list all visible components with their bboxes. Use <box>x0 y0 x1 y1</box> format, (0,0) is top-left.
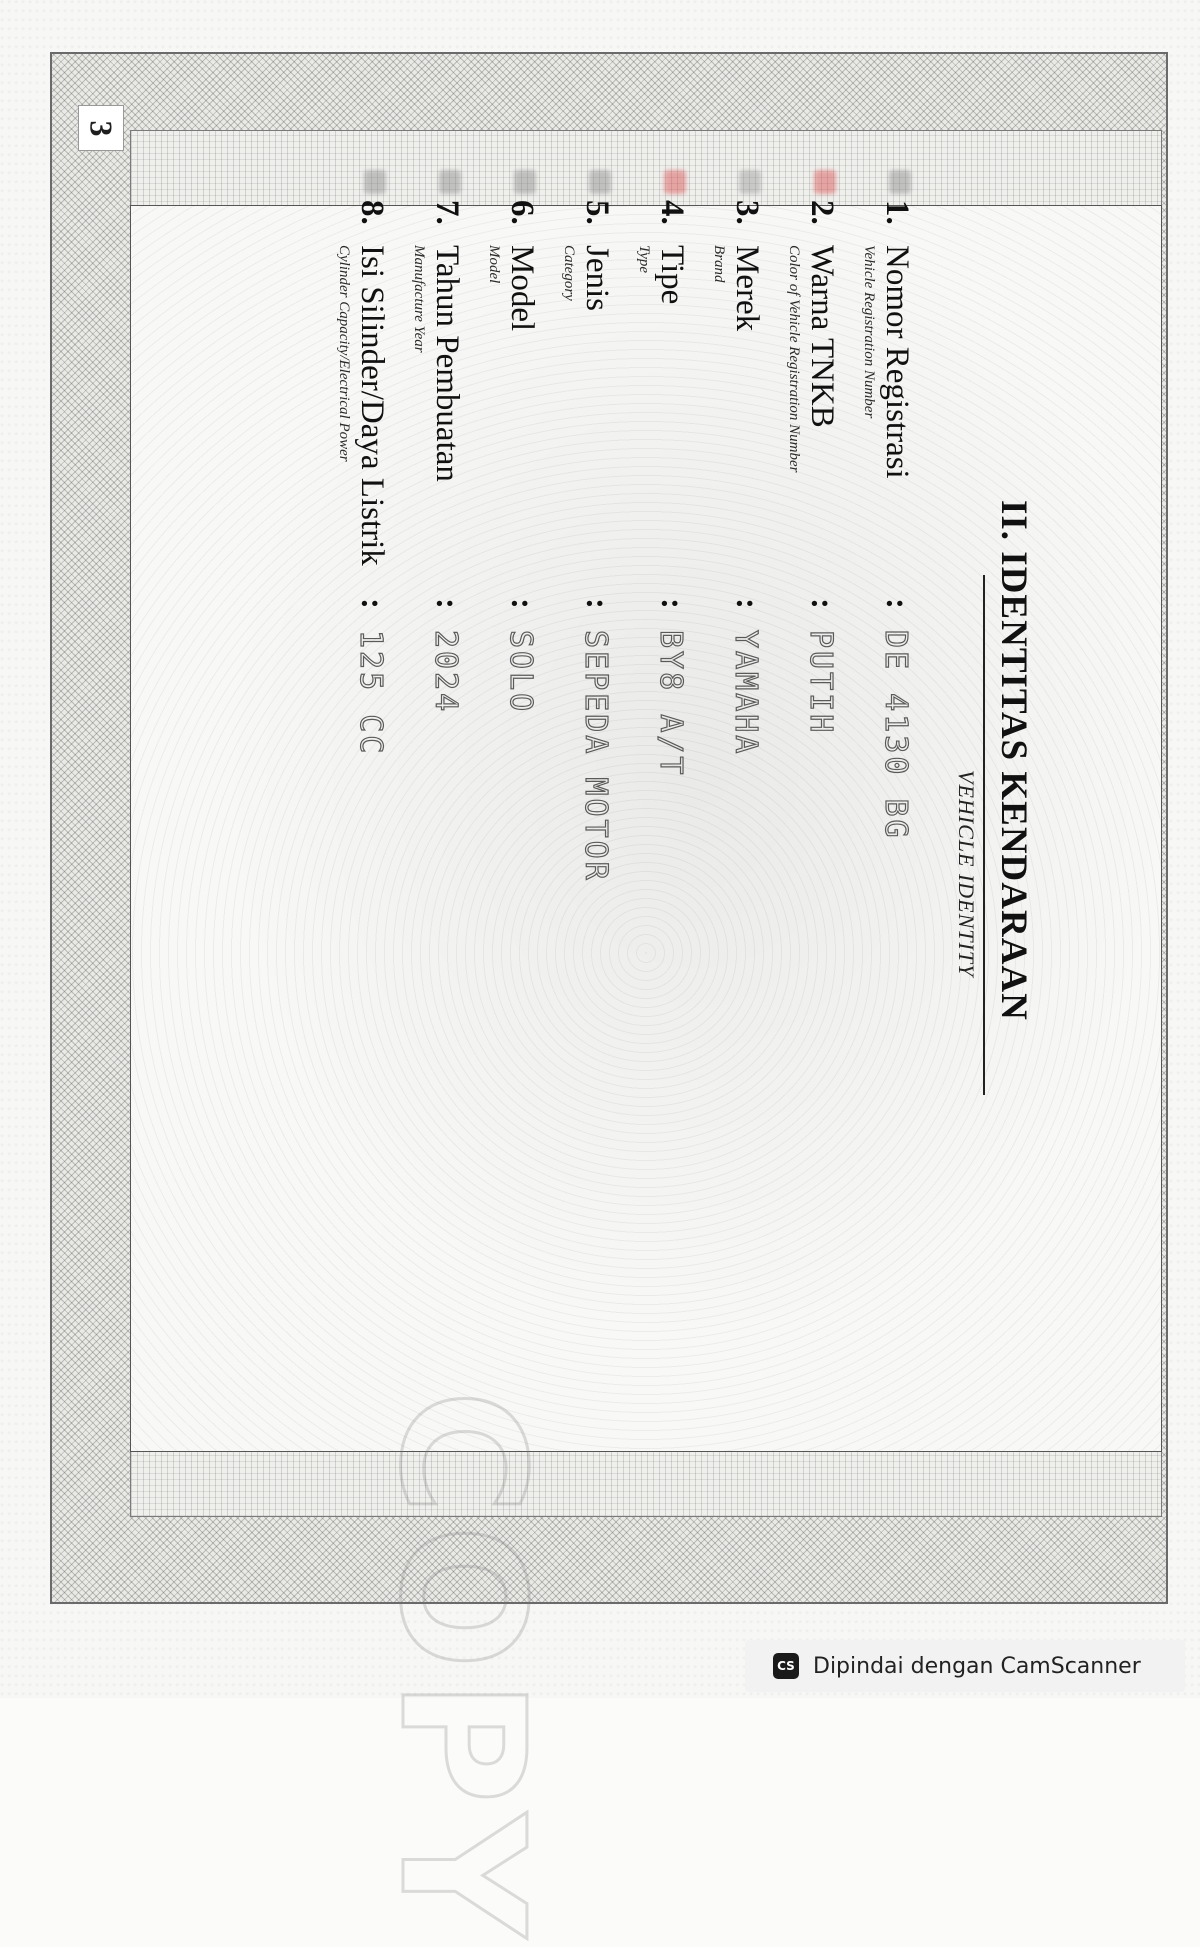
field-row-manufacture-year <box>401 200 465 1400</box>
field-label: Isi Silinder/Daya Listrik <box>354 245 390 566</box>
field-sublabel: Color of Vehicle Registration Number <box>786 245 802 473</box>
field-value: DE 4130 BG <box>878 630 913 841</box>
section-title: II. IDENTITAS KENDARAAN <box>993 500 1034 1021</box>
copy-watermark: COPY <box>362 1390 560 1947</box>
field-separator: : <box>729 598 765 609</box>
stamp-mark <box>589 170 611 194</box>
field-label: Tahun Pembuatan <box>429 245 465 482</box>
field-number: 8. <box>354 200 390 225</box>
field-label: Tipe <box>654 245 690 305</box>
field-number: 5. <box>579 200 615 225</box>
field-sublabel: Category <box>561 245 577 301</box>
field-number: 7. <box>429 200 465 225</box>
stamp-mark <box>889 170 911 194</box>
field-separator: : <box>804 598 840 609</box>
field-value: YAMAHA <box>728 630 763 757</box>
field-label: Model <box>504 245 540 332</box>
field-row-plate-color <box>776 200 840 1400</box>
field-row-brand <box>701 200 765 1400</box>
field-row-model <box>476 200 540 1400</box>
field-sublabel: Type <box>636 245 652 274</box>
section-subtitle: VEHICLE IDENTITY <box>954 770 979 978</box>
field-separator: : <box>354 598 390 609</box>
stamp-mark <box>514 170 536 194</box>
vehicle-identity-section <box>235 200 1035 1400</box>
field-sublabel: Vehicle Registration Number <box>861 245 877 419</box>
field-separator: : <box>879 598 915 609</box>
field-number: 6. <box>504 200 540 225</box>
field-value: SEPEDA MOTOR <box>578 630 613 883</box>
page-number: 3 <box>83 120 120 136</box>
field-separator: : <box>579 598 615 609</box>
title-underline <box>983 575 985 1095</box>
field-separator: : <box>429 598 465 609</box>
field-label: Merek <box>729 245 765 332</box>
field-sublabel: Cylinder Capacity/Electrical Power <box>336 245 352 462</box>
field-separator: : <box>654 598 690 609</box>
field-row-registration-number <box>851 200 915 1400</box>
field-row-cylinder-capacity <box>326 200 390 1400</box>
stamp-mark <box>439 170 461 194</box>
field-sublabel: Model <box>486 245 502 284</box>
field-value: 2024 <box>428 630 463 715</box>
camscanner-icon: CS <box>773 1653 799 1679</box>
field-value: PUTIH <box>803 630 838 736</box>
field-label: Jenis <box>579 245 615 311</box>
field-value: 125 CC <box>353 630 388 757</box>
scanner-footer-text: Dipindai dengan CamScanner <box>813 1653 1141 1679</box>
field-sublabel: Manufacture Year <box>411 245 427 353</box>
stamp-mark <box>814 170 836 194</box>
field-label: Warna TNKB <box>804 245 840 428</box>
field-label: Nomor Registrasi <box>879 245 915 479</box>
field-number: 4. <box>654 200 690 225</box>
field-sublabel: Brand <box>711 245 727 283</box>
field-row-type <box>626 200 690 1400</box>
page-number-box <box>78 105 124 151</box>
field-number: 3. <box>729 200 765 225</box>
field-separator: : <box>504 598 540 609</box>
field-value: BY8 A/T <box>653 630 688 778</box>
field-value: SOLO <box>503 630 538 715</box>
stamp-mark <box>664 170 686 194</box>
stamp-mark <box>364 170 386 194</box>
scanner-footer <box>745 1640 1185 1692</box>
field-number: 1. <box>879 200 915 225</box>
field-row-category <box>551 200 615 1400</box>
stamp-mark <box>739 170 761 194</box>
field-number: 2. <box>804 200 840 225</box>
